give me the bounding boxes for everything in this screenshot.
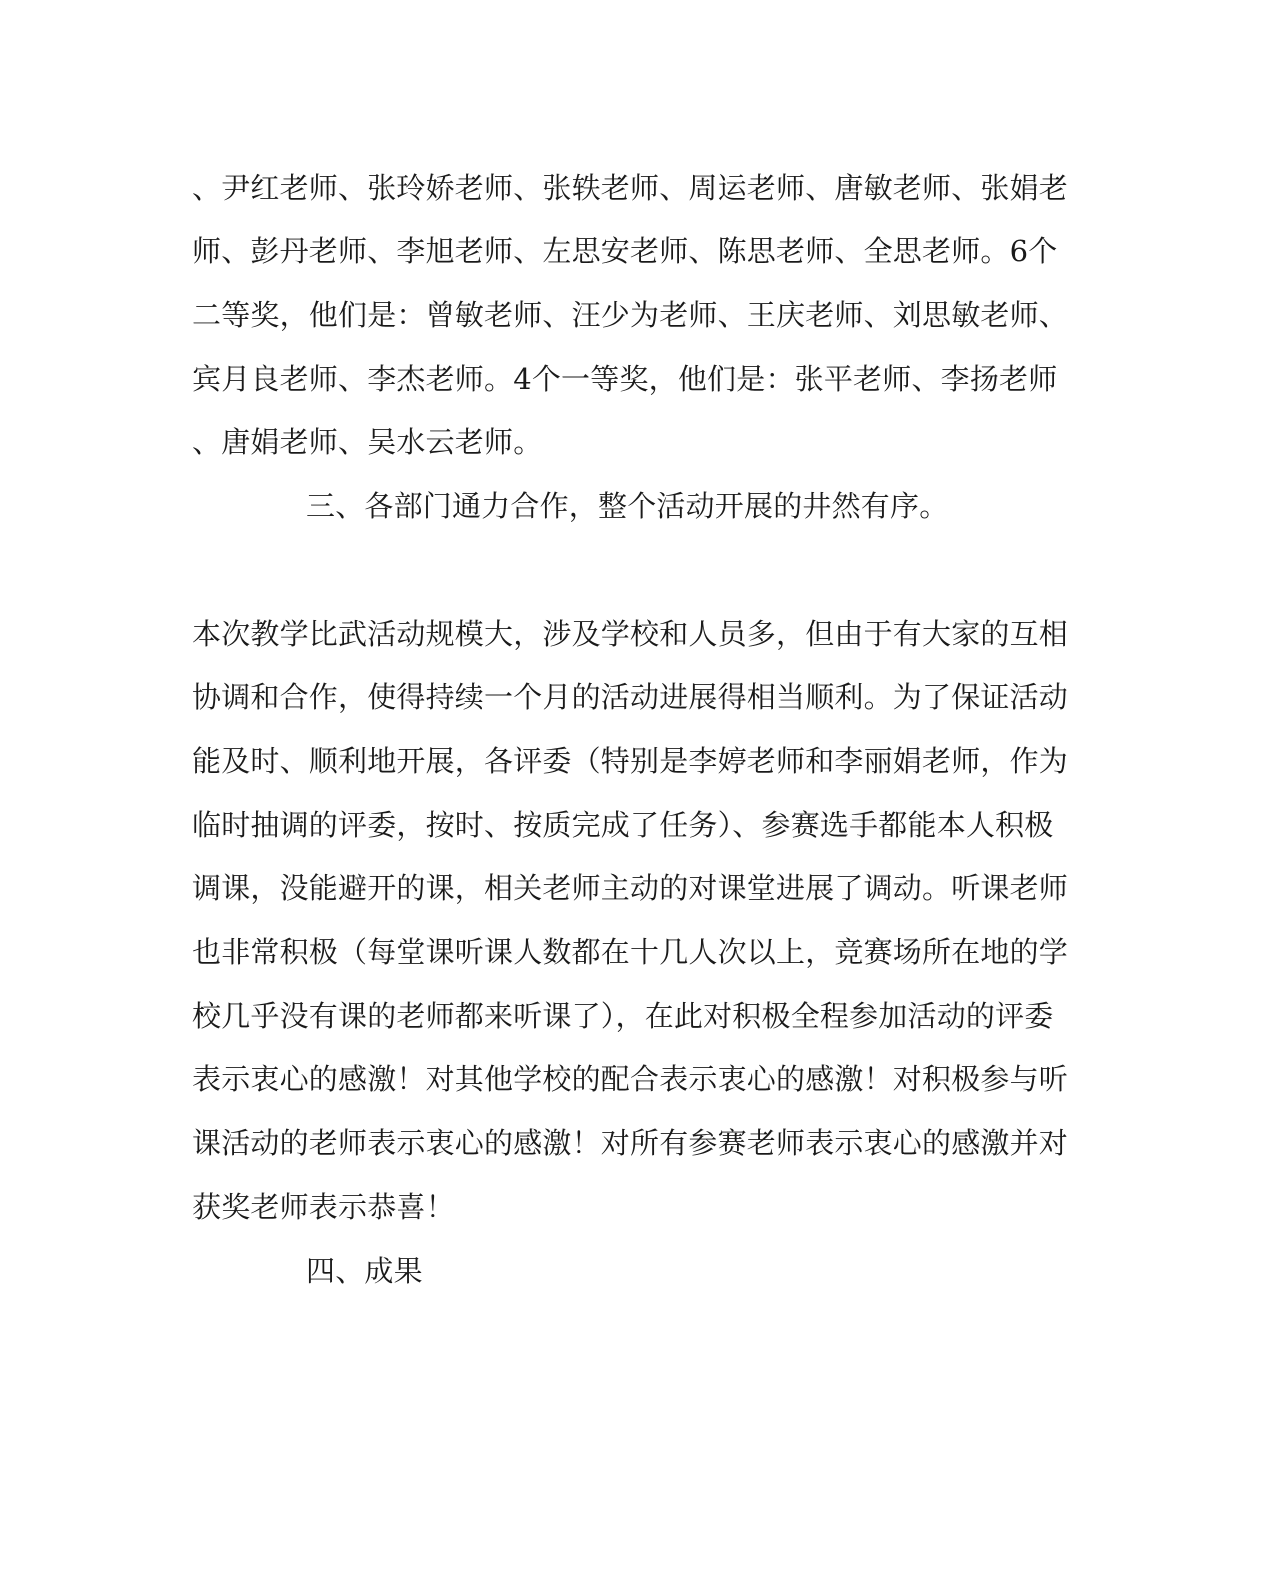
award-list-line-5: 、唐娟老师、吴水云老师。: [192, 425, 543, 459]
paragraph-line-10: 获奖老师表示恭喜！: [192, 1190, 455, 1224]
paragraph-line-5: 调课，没能避开的课，相关老师主动的对课堂进展了调动。听课老师: [192, 871, 1069, 905]
paragraph-line-3: 能及时、顺利地开展，各评委（特别是李婷老师和李丽娟老师，作为: [192, 744, 1069, 778]
award-list-line-2: 师、彭丹老师、李旭老师、左思安老师、陈思老师、全思老师。6个: [192, 234, 1058, 268]
award-list-line-1: 、尹红老师、张玲娇老师、张轶老师、周运老师、唐敏老师、张娟老: [192, 171, 1069, 205]
paragraph-line-1: 本次教学比武活动规模大，涉及学校和人员多，但由于有大家的互相: [192, 617, 1069, 651]
paragraph-line-6: 也非常积极（每堂课听课人数都在十几人次以上，竞赛场所在地的学: [192, 935, 1069, 969]
paragraph-line-7: 校几乎没有课的老师都来听课了），在此对积极全程参加活动的评委: [192, 999, 1054, 1033]
section-heading-results: 四、成果: [306, 1254, 423, 1288]
section-heading-cooperation: 三、各部门通力合作，整个活动开展的井然有序。: [306, 489, 949, 523]
award-list-line-4: 宾月良老师、李杰老师。4个一等奖，他们是：张平老师、李扬老师: [192, 362, 1058, 396]
paragraph-line-9: 课活动的老师表示衷心的感激！对所有参赛老师表示衷心的感激并对: [192, 1126, 1069, 1160]
paragraph-line-2: 协调和合作，使得持续一个月的活动进展得相当顺利。为了保证活动: [192, 680, 1069, 714]
paragraph-line-4: 临时抽调的评委，按时、按质完成了任务）、参赛选手都能本人积极: [192, 808, 1054, 842]
paragraph-line-8: 表示衷心的感激！对其他学校的配合表示衷心的感激！对积极参与听: [192, 1062, 1069, 1096]
award-list-line-3: 二等奖，他们是：曾敏老师、汪少为老师、王庆老师、刘思敏老师、: [192, 298, 1069, 332]
